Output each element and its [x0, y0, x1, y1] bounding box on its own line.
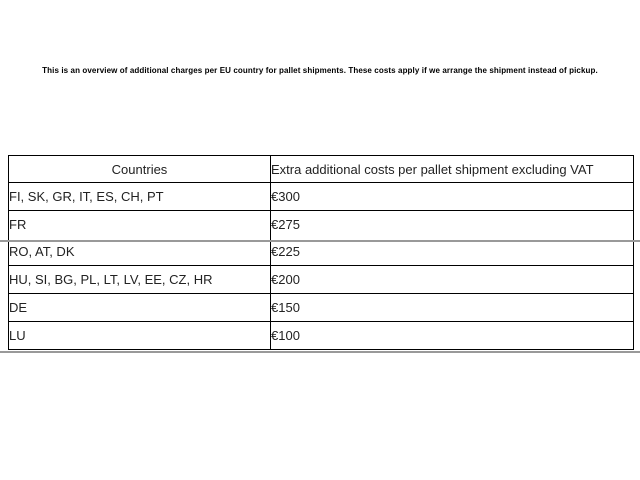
- mid-horizontal-rule: [0, 240, 640, 242]
- table-row: [9, 294, 634, 322]
- charges-table: [8, 155, 634, 350]
- table-header-row: [9, 156, 634, 183]
- table-row: [9, 266, 634, 294]
- cost-cell: €275: [271, 211, 634, 239]
- table-row: [9, 211, 634, 239]
- countries-cell: DE: [9, 294, 271, 322]
- cost-cell: €100: [271, 322, 634, 350]
- cost-cell: €200: [271, 266, 634, 294]
- intro-text: This is an overview of additional charges per EU country for pallet shipments. These costs apply if we arrange the shipment instead of pickup.: [42, 66, 598, 75]
- header-extra-costs: Extra additional costs per pallet shipment excluding VAT: [271, 156, 634, 183]
- bottom-horizontal-rule: [0, 351, 640, 353]
- countries-cell: FR: [9, 211, 271, 239]
- header-countries: Countries: [9, 156, 271, 183]
- cost-cell: €150: [271, 294, 634, 322]
- table-row: [9, 183, 634, 211]
- table-row: [9, 322, 634, 350]
- countries-cell: HU, SI, BG, PL, LT, LV, EE, CZ, HR: [9, 266, 271, 294]
- cost-cell: €225: [271, 238, 634, 266]
- table-body: [9, 183, 634, 350]
- table-row: [9, 238, 634, 266]
- countries-cell: RO, AT, DK: [9, 238, 271, 266]
- countries-cell: FI, SK, GR, IT, ES, CH, PT: [9, 183, 271, 211]
- countries-cell: LU: [9, 322, 271, 350]
- cost-cell: €300: [271, 183, 634, 211]
